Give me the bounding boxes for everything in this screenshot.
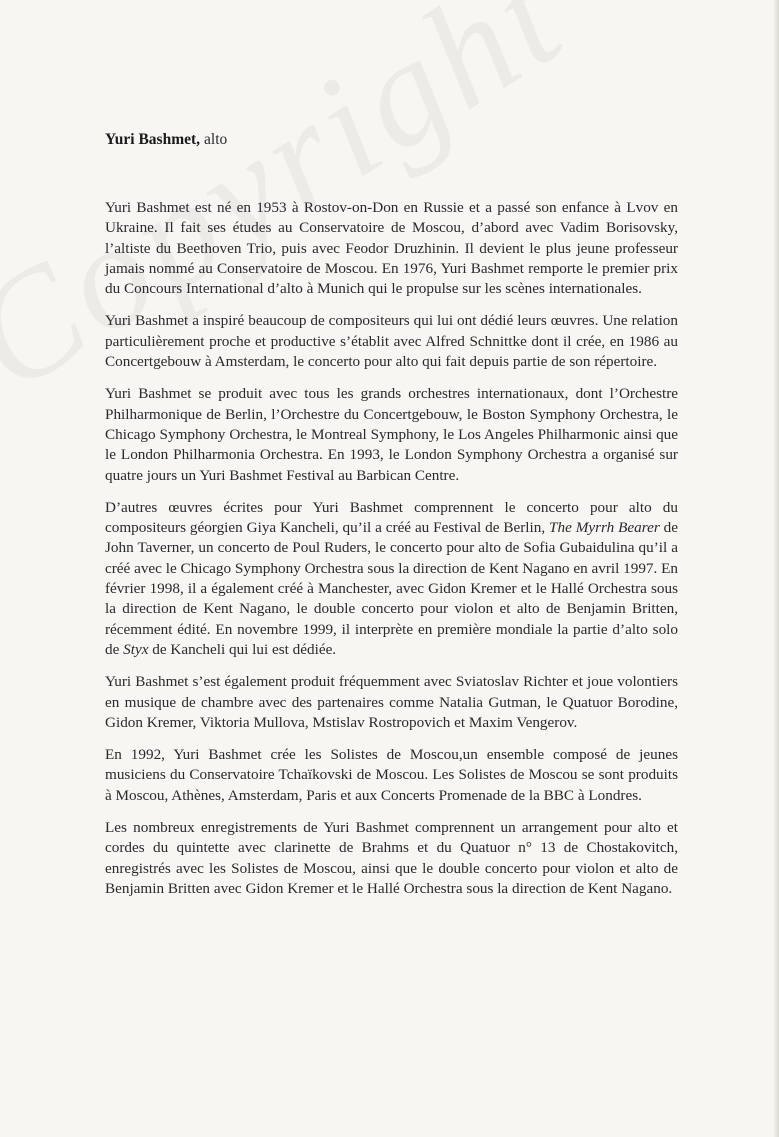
bio-paragraph-4-text-b: de John Taverner, un concerto de Poul Ruders, le concerto pour alto de Sofia Gubaidulina qu’il a créé avec le Chicago Symphony Orchestra sous la direction de Kent Nagano en avril 1997. En février 1998, il a également créé à Manchester, avec Gidon Kremer et le Hallé Orchestra sous la direction de Kent Nagano, le double concerto pour violon et alto de Benjamin Britten, récemment édité. En novembre 1999, il interprète en première mondiale la partie d’alto solo de	[105, 519, 678, 658]
page-edge-shadow	[773, 0, 779, 1137]
page-heading	[105, 128, 678, 152]
bio-paragraph-3: Yuri Bashmet se produit avec tous les grands orchestres internationaux, dont l’Orchestre Philharmonique de Berlin, l’Orchestre du Concertgebouw, le Boston Symphony Orchestra, le Chicago Symphony Orchestra, le Montreal Symphony, le Los Angeles Philharmonic ainsi que le London Philharmonia Orchestra. En 1993, le London Symphony Orchestra a organisé sur quatre jours un Yuri Bashmet Festival au Barbican Centre.	[105, 385, 678, 484]
bio-paragraph-6: En 1992, Yuri Bashmet crée les Solistes de Moscou,un ensemble composé de jeunes musiciens du Conservatoire Tchaïkovski de Moscou. Les Solistes de Moscou se sont produits à Moscou, Athènes, Amsterdam, Paris et aux Concerts Promenade de la BBC à Londres.	[105, 746, 678, 804]
bio-paragraph-4-text-a: D’autres œuvres écrites pour Yuri Bashmet comprennent le concerto pour alto du compositeurs géorgien Giya Kancheli, qu’il a créé au Festival de Berlin,	[105, 498, 678, 537]
bio-paragraph-7: Les nombreux enregistrements de Yuri Bashmet comprennent un arrangement pour alto et cordes du quintette avec clarinette de Brahms et du Quatuor n° 13 de Chostakovitch, enregistrés avec les Solistes de Moscou, ainsi que le double concerto pour violon et alto de Benjamin Britten avec Gidon Kremer et le Hallé Orchestra sous la direction de Kent Nagano.	[105, 819, 678, 897]
work-title-styx: Styx	[123, 640, 149, 658]
artist-name: Yuri Bashmet,	[105, 131, 201, 148]
document-body	[105, 128, 678, 911]
bio-paragraph-5: Yuri Bashmet s’est également produit fréquemment avec Sviatoslav Richter et joue volontiers en musique de chambre avec des partenaires comme Natalia Gutman, le Quatuor Borodine, Gidon Kremer, Viktoria Mullova, Mstislav Rostropovich et Maxim Vengerov.	[105, 673, 678, 731]
bio-paragraph-2: Yuri Bashmet a inspiré beaucoup de compositeurs qui lui ont dédié leurs œuvres. Une relation particulièrement proche et productive s’établit avec Alfred Schnittke dont il crée, en 1986 au Concertgebouw à Amsterdam, le concerto pour alto qui fait depuis partie de son répertoire.	[105, 312, 678, 371]
artist-instrument: alto	[204, 131, 228, 148]
bio-paragraph-1: Yuri Bashmet est né en 1953 à Rostov-on-Don en Russie et a passé son enfance à Lvov en Ukraine. Il fait ses études au Conservatoire de Moscou, d’abord avec Vadim Borisovsky, l’altiste du Beethoven Trio, puis avec Feodor Druzhinin. Il devient le plus jeune professeur jamais nommé au Conservatoire de Moscou. En 1976, Yuri Bashmet remporte le premier prix du Concours International d’alto à Munich qui le propulse sur les scènes internationales.	[105, 199, 678, 298]
work-title-myrrh-bearer: The Myrrh Bearer	[549, 519, 660, 537]
bio-paragraph-4-text-c: de Kancheli qui lui est dédiée.	[148, 640, 337, 658]
bio-paragraph-4	[105, 498, 678, 660]
